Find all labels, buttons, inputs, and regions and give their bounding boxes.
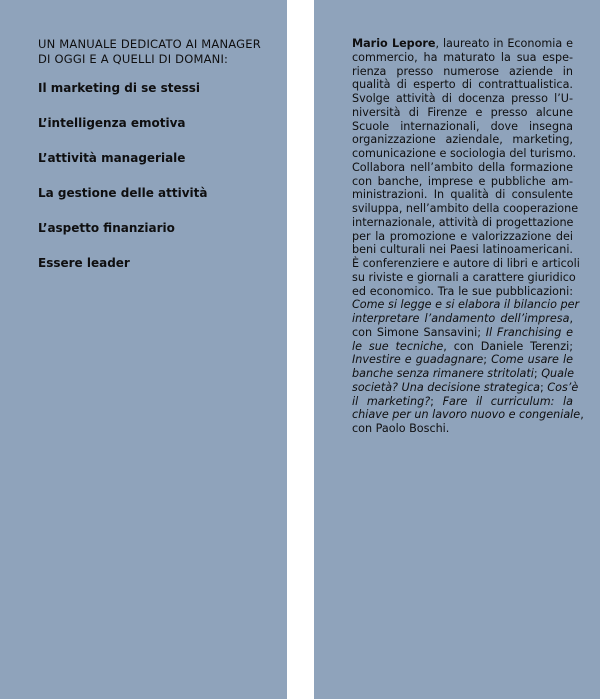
publication-title: società? Una decisione strategica	[352, 380, 540, 394]
publication-line	[352, 422, 573, 436]
publication-text: ;	[483, 353, 492, 367]
bio-line: Collabora nell’ambito della formazione	[352, 160, 573, 174]
publication-text: ;	[539, 380, 548, 394]
publication-text: ,	[580, 408, 584, 422]
publication-text: ,	[569, 312, 573, 325]
bio-line: comunicazione e sociologia del turismo.	[352, 147, 577, 160]
bio-line: rienza presso numerose aziende in	[352, 64, 573, 78]
topic-item: Il marketing di se stessi	[38, 81, 200, 95]
publication-text: con Paolo Boschi.	[352, 422, 450, 435]
publication-title: il marketing?	[352, 394, 431, 408]
topic-item: Essere leader	[38, 256, 130, 270]
topic-item: L’aspetto finanziario	[38, 221, 175, 235]
publication-line	[352, 326, 573, 340]
right-panel	[314, 0, 600, 699]
bio-line: ministrazioni. In qualità di consulente	[352, 188, 573, 202]
bio-line: È conferenziere e autore di libri e articoli	[352, 257, 580, 270]
publication-line	[352, 298, 580, 312]
publication-list	[352, 298, 584, 436]
publication-title: Investire e guadagnare	[352, 353, 484, 367]
publication-title: Fare il curriculum: la	[442, 394, 574, 408]
publication-title: chiave per un lavoro nuovo e congeniale	[352, 408, 581, 422]
topic-list	[38, 81, 278, 291]
bio-line: Scuole internazionali, dove insegna	[352, 119, 573, 133]
bio-line: beni culturali nei Paesi latinoamericani.	[352, 243, 573, 257]
left-panel	[0, 0, 287, 699]
bio-line: ed economico. Tra le sue pubblicazioni:	[352, 284, 573, 298]
bio-line: per la promozione e valorizzazione dei	[352, 229, 573, 243]
author-name: Mario Lepore	[352, 37, 436, 50]
topic-item: L’attività manageriale	[38, 151, 186, 165]
author-bio	[352, 37, 584, 436]
bio-line: sviluppa, nell’ambito della cooperazione	[352, 202, 579, 215]
bio-line: niversità di Firenze e presso alcune	[352, 105, 573, 119]
publication-line	[352, 353, 573, 367]
bio-line: Mario Lepore, laureato in Economia e	[352, 37, 573, 50]
bio-line: con banche, imprese e pubbliche am-	[352, 174, 573, 188]
publication-line	[352, 340, 573, 354]
bio-line: qualità di esperto di contrattualistica.	[352, 78, 573, 92]
topic-item: La gestione delle attività	[38, 186, 208, 200]
bio-line: su riviste e giornali a carattere giuridico	[352, 270, 576, 284]
publication-title: Il Franchising e	[485, 325, 573, 339]
publication-line	[352, 312, 573, 326]
publication-title: Come si legge e si elabora il bilancio per	[352, 298, 580, 312]
publication-line	[352, 367, 573, 381]
publication-text: con Simone Sansavini;	[352, 325, 486, 339]
bio-line: internazionale, attività di progettazione	[352, 215, 574, 229]
publication-line	[352, 380, 579, 395]
publication-title: banche senza rimanere stritolati	[352, 367, 534, 380]
intro-heading	[38, 37, 268, 67]
publication-text: , con Daniele Terenzi;	[443, 339, 573, 353]
publication-title: le sue tecniche	[352, 339, 444, 353]
publication-text: ;	[430, 394, 443, 408]
topic-item: L’intelligenza emotiva	[38, 116, 186, 130]
bio-line: Svolge attività di docenza presso l’U-	[352, 92, 573, 105]
intro-line: DI OGGI E A QUELLI DI DOMANI:	[38, 52, 229, 66]
publication-line	[352, 395, 573, 409]
publication-title: Quale	[541, 367, 574, 380]
bio-line: organizzazione aziendale, marketing,	[352, 133, 573, 147]
publication-line	[352, 408, 584, 422]
publication-text: ;	[533, 367, 542, 380]
bio-line: commercio, ha maturato la sua espe-	[352, 50, 573, 64]
intro-line: UN MANUALE DEDICATO AI MANAGER	[38, 37, 261, 51]
publication-title: Come usare le	[491, 353, 573, 367]
center-gutter	[287, 0, 314, 699]
publication-title: interpretare l’andamento dell’impresa	[352, 312, 570, 325]
publication-title: Cos’è	[547, 380, 579, 394]
